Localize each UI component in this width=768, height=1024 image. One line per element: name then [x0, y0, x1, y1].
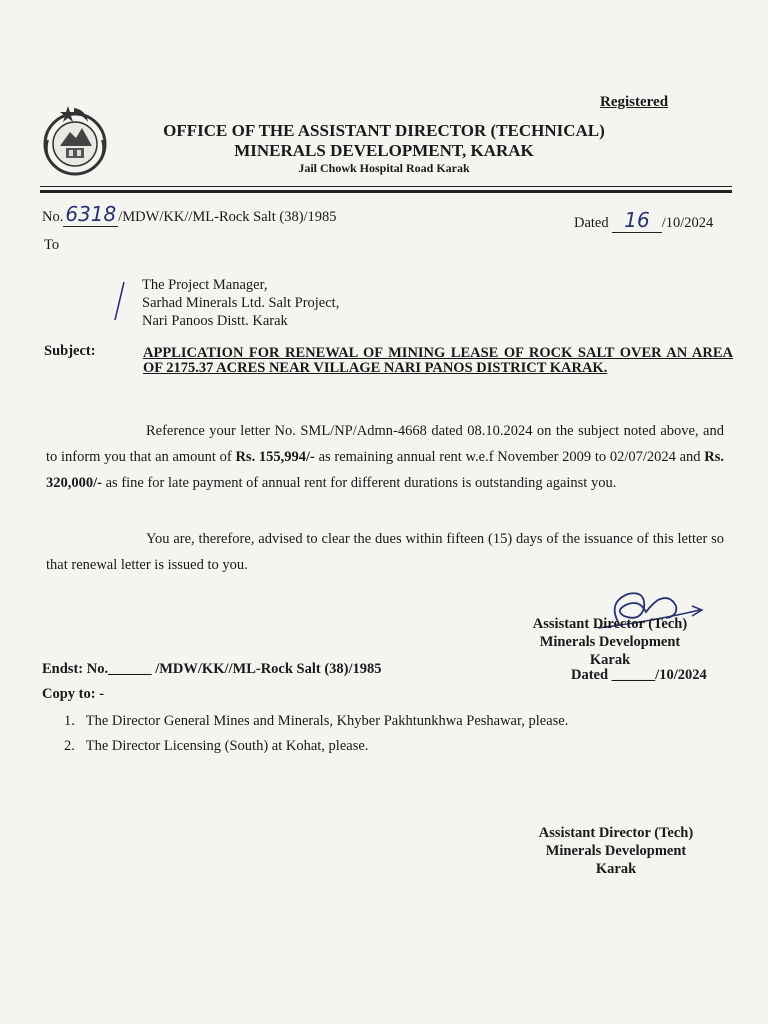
addressee-block [142, 276, 339, 330]
subject-label: Subject: [44, 343, 96, 359]
reference-number [42, 202, 337, 226]
subject-text: APPLICATION FOR RENEWAL OF MINING LEASE OF ROCK SALT OVER AN AREA OF 2175.37 ACRES NEAR VILLAGE NARI PANOS DISTRICT KARAK. [143, 345, 733, 376]
header-divider-thick [40, 190, 732, 193]
ref-prefix: No. [42, 209, 64, 225]
body-text: as fine for late payment of annual rent for different durations is outstanding against you. [101, 475, 617, 491]
signatory-title: Assistant Director (Tech) [538, 825, 694, 841]
body-paragraph-2: You are, therefore, advised to clear the dues within fifteen (15) days of the issuance of this letter so that renewal letter is issued to you. [46, 531, 724, 573]
body-text: Reference your letter No. SML/NP/Admn-4668 dated 08.10.2024 on the subject noted above, and to inform you that an amount of [46, 423, 724, 465]
body-text: as remaining annual rent w.e.f November 2009 to 02/07/2024 and [314, 449, 705, 465]
rent-amount: Rs. 155,994/- [235, 449, 315, 465]
signatory-department: Minerals Development [545, 843, 687, 859]
body-paragraph-1 [46, 418, 724, 496]
addressee-line: The Project Manager, [142, 277, 268, 293]
signatory-title: Assistant Director (Tech) [532, 616, 688, 632]
copy-to-item [64, 713, 568, 730]
item-text: The Director General Mines and Minerals, Khyber Pakhtunkhwa Peshawar, please. [85, 713, 569, 729]
pen-stroke-mark [112, 280, 126, 324]
date-month-year: /10/2024 [661, 215, 714, 231]
endorsement-number: Endst: No.______ /MDW/KK//ML-Rock Salt (38)/1985 [42, 661, 382, 677]
addressee-line: Nari Panoos Distt. Karak [142, 313, 288, 329]
header-divider-thin [40, 186, 732, 187]
dated-label: Dated [574, 215, 609, 231]
registered-label: Registered [600, 94, 669, 110]
addressee-line: Sarhad Minerals Ltd. Salt Project, [142, 295, 340, 311]
dated-line [574, 208, 713, 232]
item-number: 1. [64, 713, 75, 729]
item-number: 2. [64, 738, 75, 754]
item-text: The Director Licensing (South) at Kohat, please. [85, 738, 369, 754]
handwritten-day: 16 [612, 208, 661, 233]
signature-block-1 [500, 615, 720, 669]
fine-amount: Rs. 320,000/- [46, 449, 724, 491]
to-label: To [44, 237, 60, 253]
endorsement-dated: Dated ______/10/2024 [571, 667, 707, 683]
signatory-location: Karak [595, 861, 637, 877]
office-address: Jail Chowk Hospital Road Karak [298, 161, 470, 175]
copy-to-item [64, 738, 368, 755]
ref-suffix: /MDW/KK//ML-Rock Salt (38)/1985 [118, 209, 337, 225]
handwritten-ref-number: 6318 [65, 202, 117, 226]
office-title: OFFICE OF THE ASSISTANT DIRECTOR (TECHNICAL) [163, 121, 605, 140]
signatory-department: Minerals Development [539, 634, 681, 650]
signature-block-2 [508, 824, 724, 878]
office-subtitle: MINERALS DEVELOPMENT, KARAK [234, 141, 534, 160]
signatory-location: Karak [589, 652, 631, 668]
copy-to-label: Copy to: - [42, 686, 105, 702]
